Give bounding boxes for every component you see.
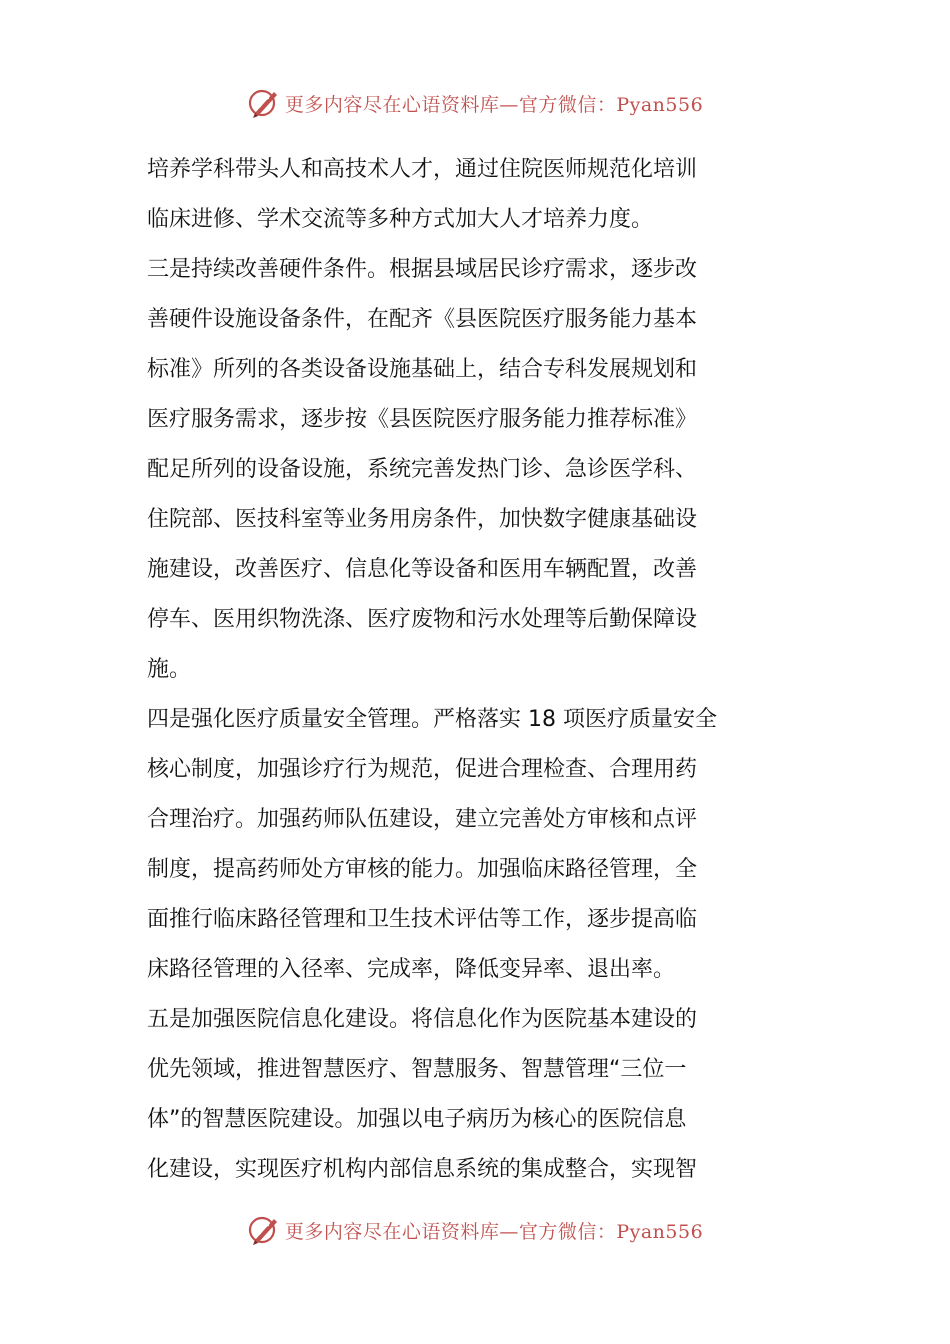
text-line: 标准》所列的各类设备设施基础上，结合专科发展规划和 <box>147 357 698 382</box>
header-banner <box>0 83 950 123</box>
footer-banner <box>0 1210 950 1250</box>
pen-logo-icon <box>247 1213 281 1247</box>
text-line: 停车、医用织物洗涤、医疗废物和污水处理等后勤保障设 <box>147 607 698 632</box>
header-banner-content <box>247 86 703 120</box>
text-line: 床路径管理的入径率、完成率，降低变异率、退出率。 <box>147 957 676 982</box>
document-body <box>147 145 807 1195</box>
text-line: 临床进修、学术交流等多种方式加大人才培养力度。 <box>147 207 654 232</box>
header-banner-text: 更多内容尽在心语资料库—官方微信：Pyan556 <box>284 93 704 116</box>
text-line: 配足所列的设备设施，系统完善发热门诊、急诊医学科、 <box>147 457 698 482</box>
text-line: 制度，提高药师处方审核的能力。加强临床路径管理，全 <box>147 857 698 882</box>
text-line: 住院部、医技科室等业务用房条件，加快数字健康基础设 <box>147 507 698 532</box>
text-line: 体”的智慧医院建设。加强以电子病历为核心的医院信息 <box>147 1107 687 1132</box>
text-line: 四是强化医疗质量安全管理。严格落实 18 项医疗质量安全 <box>147 707 717 732</box>
text-line: 施。 <box>147 657 192 682</box>
footer-banner-content <box>247 1213 703 1247</box>
text-line: 化建设，实现医疗机构内部信息系统的集成整合，实现智 <box>147 1157 698 1182</box>
text-line: 合理治疗。加强药师队伍建设，建立完善处方审核和点评 <box>147 807 698 832</box>
text-line: 五是加强医院信息化建设。将信息化作为医院基本建设的 <box>147 1007 698 1032</box>
pen-logo-icon <box>247 86 281 120</box>
text-line: 优先领域，推进智慧医疗、智慧服务、智慧管理“三位一 <box>147 1057 687 1082</box>
text-line: 善硬件设施设备条件，在配齐《县医院医疗服务能力基本 <box>147 307 698 332</box>
text-line: 核心制度，加强诊疗行为规范，促进合理检查、合理用药 <box>147 757 698 782</box>
text-line: 面推行临床路径管理和卫生技术评估等工作，逐步提高临 <box>147 907 698 932</box>
text-line: 三是持续改善硬件条件。根据县域居民诊疗需求，逐步改 <box>147 257 698 282</box>
footer-banner-text: 更多内容尽在心语资料库—官方微信：Pyan556 <box>284 1220 704 1243</box>
text-line: 施建设，改善医疗、信息化等设备和医用车辆配置，改善 <box>147 557 698 582</box>
text-line: 培养学科带头人和高技术人才，通过住院医师规范化培训 <box>147 157 698 182</box>
text-line: 医疗服务需求，逐步按《县医院医疗服务能力推荐标准》 <box>147 407 698 432</box>
